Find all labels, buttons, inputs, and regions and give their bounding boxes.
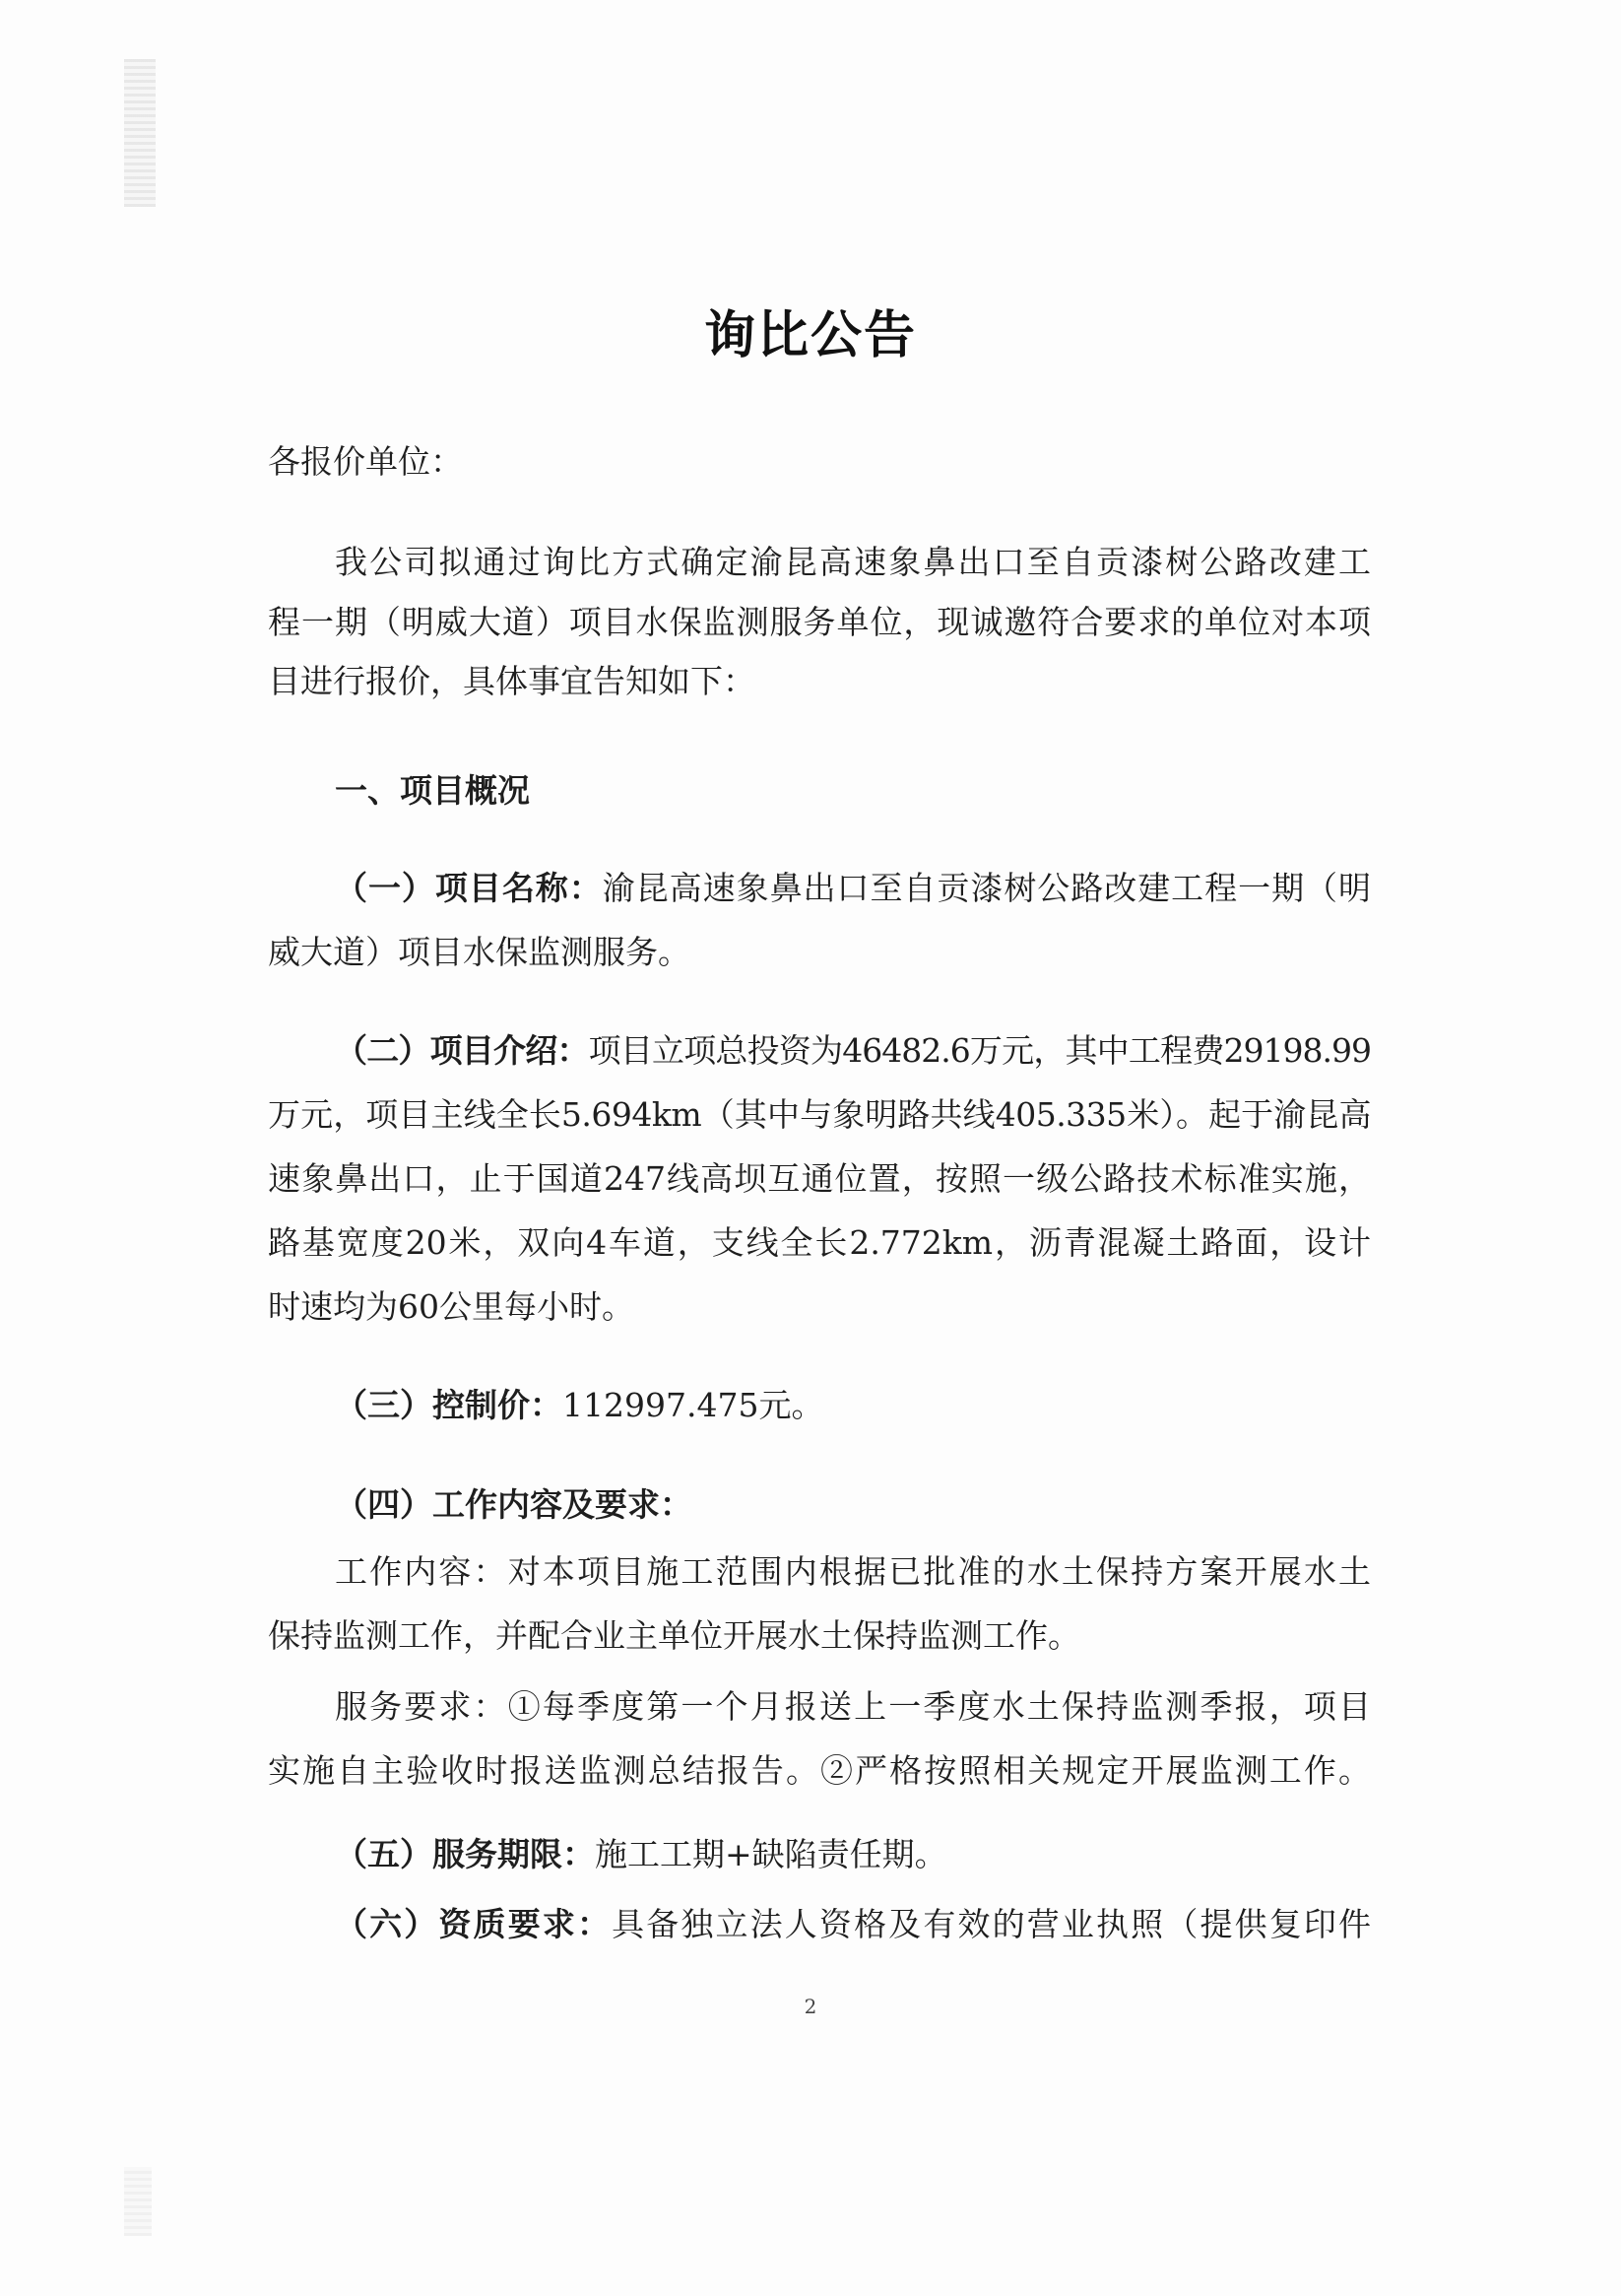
item6-label: （六）资质要求： (335, 1905, 613, 1943)
item2-line-5: 时速均为60公里每小时。 (268, 1287, 634, 1326)
item1-text-1: 渝昆高速象鼻出口至自贡漆树公路改建工程一期（明 (602, 869, 1372, 907)
item2-text-1: 项目立项总投资为46482.6万元，其中工程费29198.99 (588, 1031, 1371, 1070)
item5-line (335, 1832, 1371, 1877)
item1-label: （一）项目名称： (335, 869, 603, 907)
item4-content-line-2: 保持监测工作，并配合业主单位开展水土保持监测工作。 (268, 1616, 1080, 1655)
item5-value: 施工工期+缺陷责任期。 (595, 1835, 947, 1873)
section-heading: 一、项目概况 (335, 771, 530, 810)
scan-edge-mark-bottom (124, 2167, 152, 2236)
page-number: 2 (804, 1995, 817, 2018)
item6-line (335, 1902, 1371, 1947)
item5-label: （五）服务期限： (335, 1835, 595, 1873)
item2-line-4: 路基宽度20米，双向4车道，支线全长2.772km，沥青混凝土路面，设计 (268, 1223, 1371, 1262)
item6-value: 具备独立法人资格及有效的营业执照（提供复印件 (612, 1905, 1372, 1943)
item1-line-1 (335, 866, 1371, 911)
scan-edge-mark (124, 59, 156, 207)
item2-line-3: 速象鼻出口，止于国道247线高坝互通位置，按照一级公路技术标准实施， (268, 1159, 1371, 1198)
item3-label: （三）控制价： (335, 1386, 562, 1424)
intro-line-3: 目进行报价，具体事宜告知如下： (268, 662, 755, 700)
intro-line-2: 程一期（明威大道）项目水保监测服务单位，现诚邀符合要求的单位对本项 (268, 603, 1371, 641)
item3-value: 112997.475元。 (562, 1386, 824, 1424)
intro-line-1: 我公司拟通过询比方式确定渝昆高速象鼻出口至自贡漆树公路改建工 (335, 543, 1371, 581)
item4-service-line-1: 服务要求：①每季度第一个月报送上一季度水土保持监测季报，项目 (335, 1687, 1371, 1726)
item3-line (335, 1383, 1371, 1428)
item2-label: （二）项目介绍： (335, 1031, 589, 1070)
item4-content-line-1: 工作内容：对本项目施工范围内根据已批准的水土保持方案开展水土 (335, 1552, 1371, 1591)
item2-line-2: 万元，项目主线全长5.694km（其中与象明路共线405.335米）。起于渝昆高 (268, 1095, 1371, 1134)
item4-service-line-2: 实施自主验收时报送监测总结报告。②严格按照相关规定开展监测工作。 (268, 1751, 1371, 1790)
item4-label: （四）工作内容及要求： (335, 1485, 692, 1524)
salutation: 各报价单位： (268, 442, 463, 481)
item2-line-1 (335, 1028, 1371, 1074)
document-title: 询比公告 (703, 306, 917, 365)
item1-line-2: 威大道）项目水保监测服务。 (268, 933, 690, 971)
